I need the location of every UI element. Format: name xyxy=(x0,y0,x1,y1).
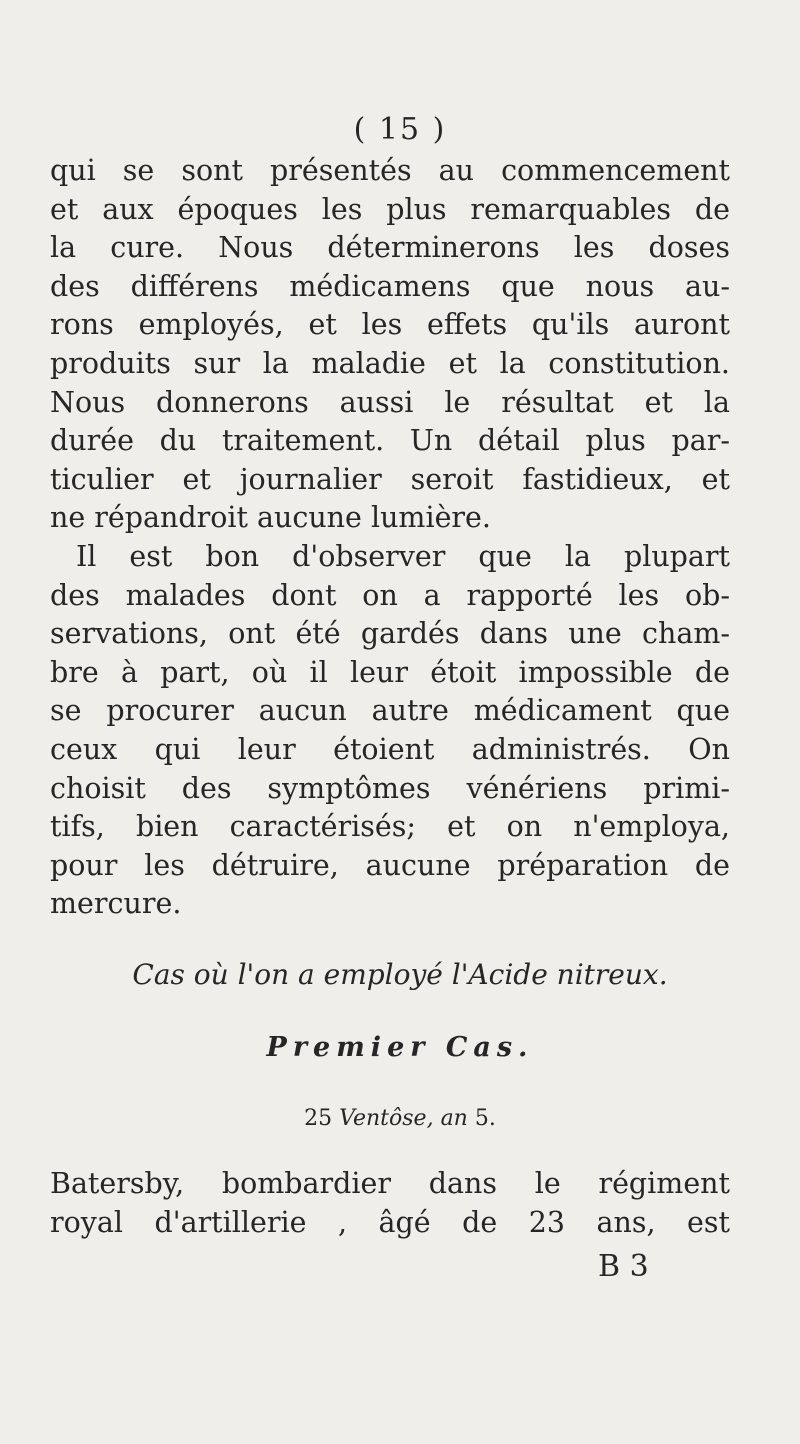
paragraph-line: des malades dont on a rapporté les ob- xyxy=(50,578,730,612)
paragraph-line: ne répandroit aucune lumière. xyxy=(50,501,491,535)
paragraph-line: royal d'artillerie , âgé de 23 ans, est xyxy=(50,1205,730,1239)
paragraph-line: Il est bon d'observer que la plupart xyxy=(76,539,730,573)
text-block-2 xyxy=(50,1165,730,1242)
date-day: 25 xyxy=(304,1106,333,1131)
date-year: 5. xyxy=(474,1106,496,1131)
paragraph-line: ticulier et journalier seroit fastidieux, et xyxy=(50,462,730,496)
date-line xyxy=(0,1106,800,1131)
page-number: ( 15 ) xyxy=(353,112,447,147)
paragraph-line: pour les détruire, aucune préparation de xyxy=(50,848,730,882)
paragraph-line: qui se sont présentés au commencement xyxy=(50,154,730,187)
paragraph-line: Batersby, bombardier dans le régiment xyxy=(50,1167,730,1200)
paragraph-line: la cure. Nous déterminerons les doses xyxy=(50,231,730,265)
paragraph-line: durée du traitement. Un détail plus par- xyxy=(50,424,730,458)
paragraph-line: mercure. xyxy=(50,887,182,921)
paragraph-line: et aux époques les plus remarquables de xyxy=(50,192,730,226)
section-title: Cas où l'on a employé l'Acide nitreux. xyxy=(132,958,668,991)
paragraph-line: produits sur la maladie et la constitution. xyxy=(50,346,730,380)
paragraph-line: des différens médicamens que nous au- xyxy=(50,269,730,303)
case-heading: Premier Cas. xyxy=(266,1032,534,1063)
paragraph-line: tifs, bien caractérisés; et on n'employa, xyxy=(50,810,730,844)
date-month: Ventôse, an xyxy=(339,1106,468,1131)
paragraph-line: se procurer aucun autre médicament que xyxy=(50,694,730,728)
signature-mark: B 3 xyxy=(598,1249,649,1284)
paragraph-line: bre à part, où il leur étoit impossible de xyxy=(50,655,730,689)
paragraph-line: Nous donnerons aussi le résultat et la xyxy=(50,385,730,419)
text-block-1 xyxy=(50,152,730,924)
paragraph-line: rons employés, et les effets qu'ils auront xyxy=(50,308,730,342)
paragraph-line: ceux qui leur étoient administrés. On xyxy=(50,732,730,766)
paragraph-line: servations, ont été gardés dans une cham- xyxy=(50,617,730,651)
paragraph-line: choisit des symptômes vénériens primi- xyxy=(50,771,730,805)
